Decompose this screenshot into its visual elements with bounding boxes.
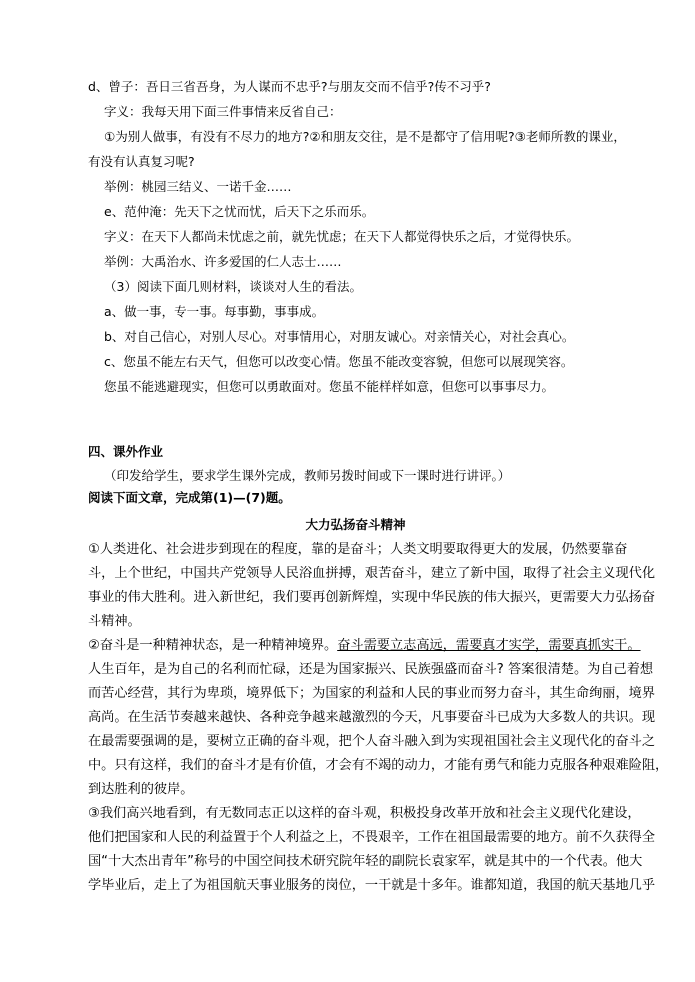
item-e: e、范仲淹：先天下之忧而忧，后天下之乐而乐。 [104, 204, 375, 219]
item-e-example: 举例：大禹治水、许多爱国的仁人志士…… [104, 254, 342, 269]
paragraph-2-plain-text: ②奋斗是一种精神状态，是一种精神境界。 [88, 638, 338, 653]
question-3: （3）阅读下面几则材料，谈谈对人生的看法。 [104, 279, 362, 294]
paragraph-3-line: ③我们高兴地看到，有无数同志正以这样的奋斗观，积极投身改革开放和社会主义现代化建设， [88, 806, 641, 821]
paragraph-3-line: 他们把国家和人民的利益置于个人利益之上，不畏艰辛，工作在祖国最需要的地方。前不久获得全 [88, 830, 656, 845]
item-d: d、曾子：吾日三省吾身，为人谋而不忠乎?与朋友交而不信乎?传不习乎? [88, 79, 491, 94]
question-3-c-continued: 您虽不能逃避现实，但您可以勇敢面对。您虽不能样样如意，但您可以事事尽力。 [104, 379, 555, 394]
question-3-b: b、对自己信心，对别人尽心。对事情用心，对朋友诚心。对亲情关心，对社会真心。 [104, 329, 575, 344]
question-3-a: a、做一事，专一事。每事勤，事事成。 [104, 304, 325, 319]
paragraph-2-first-line [88, 634, 641, 658]
paragraph-2-line: 到达胜利的彼岸。 [88, 782, 194, 797]
paragraph-1-line: 事业的伟大胜利。进入新世纪，我们要再创新辉煌，实现中华民族的伟大振兴，更需要大力弘扬奋 [88, 590, 656, 605]
paragraph-2-line: 高尚。在生活节奏越来越快、各种竞争越来越激烈的今天，凡事要奋斗已成为大多数人的共识。现 [88, 710, 656, 725]
item-d-example: 举例：桃园三结义、一诺千金…… [104, 179, 292, 194]
paragraph-3-line: 国“十大杰出青年”称号的中国空间技术研究院年轻的副院长袁家军，就是其中的一个代表。他大 [88, 854, 643, 869]
paragraph-3-line: 学毕业后，走上了为祖国航天事业服务的岗位，一干就是十多年。谁都知道，我国的航天基地几乎 [88, 878, 656, 893]
paragraph-2-line: 中。只有这样，我们的奋斗才是有价值，才会有不竭的动力，才能有勇气和能力克服各种艰难险阻， [88, 758, 669, 773]
item-d-detail-1: ①为别人做事，有没有不尽力的地方?②和朋友交往，是不是都守了信用呢?③老师所教的课业， [104, 129, 626, 144]
paragraph-1-line: 斗精神。 [88, 614, 141, 629]
question-3-c: c、您虽不能左右天气，但您可以改变心情。您虽不能改变容貌，但您可以展现笑容。 [104, 354, 574, 369]
paragraph-2-line: 而苦心经营，其行为卑琐，境界低下；为国家的利益和人民的事业而努力奋斗，其生命绚丽，境界 [88, 686, 656, 701]
item-e-meaning: 字义：在天下人都尚未忧虑之前，就先忧虑；在天下人都觉得快乐之后，才觉得快乐。 [104, 229, 580, 244]
section-heading: 四、课外作业 [88, 444, 164, 459]
article-title: 大力弘扬奋斗精神 [305, 517, 406, 532]
paragraph-2-line: 在最需要强调的是，要树立正确的奋斗观，把个人奋斗融入到为实现祖国社会主义现代化的奋斗之 [88, 734, 656, 749]
paragraph-2-underlined-text: 奋斗需要立志高远，需要真才实学，需要真抓实干。 [337, 638, 641, 653]
section-note: （印发给学生，要求学生课外完成，教师另拨时间或下一课时进行讲评。） [104, 468, 511, 483]
item-d-detail-2: 有没有认真复习呢? [88, 154, 195, 169]
paragraph-2-line: 人生百年，是为自己的名利而忙碌，还是为国家振兴、民族强盛而奋斗? 答案很清楚。为自己着想 [88, 662, 654, 677]
paragraph-1-line: 斗，上个世纪，中国共产党领导人民浴血拼搏，艰苦奋斗，建立了新中国，取得了社会主义现代化 [88, 566, 656, 581]
item-d-meaning: 字义：我每天用下面三件事情来反省自己： [104, 104, 342, 119]
paragraph-1-line: ①人类进化、社会进步到现在的程度，靠的是奋斗；人类文明要取得更大的发展，仍然要靠奋 [88, 542, 628, 557]
reading-instruction: 阅读下面文章，完成第(1)—(7)题。 [88, 490, 291, 505]
